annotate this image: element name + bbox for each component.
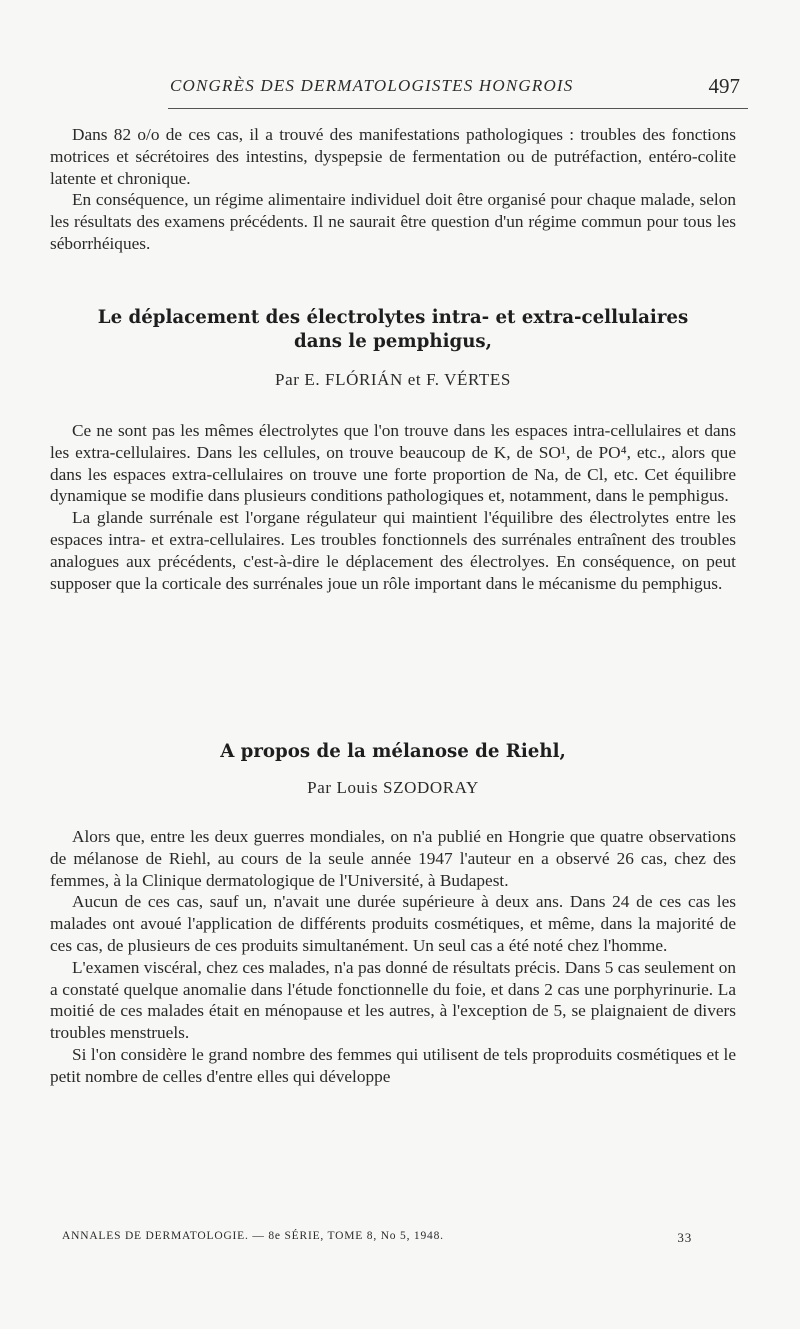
article2-paragraph-4: Si l'on considère le grand nombre des femmes qui utilisent de tels proproduits cosmétiques et le petit nombre de celles d'entre elles qui développe (50, 1044, 736, 1086)
article2-paragraph-2: Aucun de ces cas, sauf un, n'avait une durée supérieure à deux ans. Dans 24 de ces cas les malades ont avoué l'application de différents produits cosmétiques, et même, dans la majorité de ces cas, de plusieurs de ces produits simultanément. Un seul cas a été noté chez l'homme. (50, 892, 736, 955)
article1-title-line2: dans le pemphigus, (293, 331, 492, 352)
intro-paragraph-1: Dans 82 o/o de ces cas, il a trouvé des manifestations pathologiques : troubles des fonctions motrices et sécrétoires des intestins, dyspepsie de fermentation ou de putréfaction, entéro-colite latente et chronique. (50, 125, 736, 188)
article1-byline: Par E. FLÓRIÁN et F. VÉRTES (275, 370, 511, 389)
journal-reference: ANNALES DE DERMATOLOGIE. — 8e SÉRIE, TOME 8, No 5, 1948. (62, 1230, 444, 1242)
intro-paragraph-2: En conséquence, un régime alimentaire individuel doit être organisé pour chaque malade, selon les résultats des examens précédents. Il ne saurait être question d'un régime commun pour tous les séborrhéiques. (50, 190, 736, 253)
signature-number: 33 (677, 1230, 692, 1245)
header-rule (168, 108, 748, 109)
article2-byline: Par Louis SZODORAY (307, 778, 479, 797)
article2-paragraph-3: L'examen viscéral, chez ces malades, n'a pas donné de résultats précis. Dans 5 cas seulement on a constaté quelque anomalie dans l'étude fonctionnelle du foie, et dans 2 cas une porphyrinurie. La moitié de ces malades était en ménopause et les autres, à l'exception de 5, se plaignaient de divers troubles menstruels. (50, 957, 736, 1043)
running-title: CONGRÈS DES DERMATOLOGISTES HONGROIS (170, 76, 574, 95)
article1-body (50, 420, 736, 594)
article2-title: A propos de la mélanose de Riehl, (220, 741, 566, 762)
article1-title-line1: Le déplacement des électrolytes intra- et extra-cellulaires (97, 307, 689, 328)
running-head (50, 74, 740, 104)
article1-title (50, 306, 736, 354)
article1-paragraph-2: La glande surrénale est l'organe régulateur qui maintient l'équilibre des électrolytes entre les espaces intra- et extra-cellulaires. Les troubles fonctionnels des surrénales entraînent des troubles analogues aux précédents, c'est-à-dire le déplacement des électrolyes. En conséquence, on peut supposer que la corticale des surrénales joue un rôle important dans le mécanisme du pemphigus. (50, 508, 736, 593)
article2-paragraph-1: Alors que, entre les deux guerres mondiales, on n'a publié en Hongrie que quatre observations de mélanose de Riehl, au cours de la seule année 1947 l'auteur en a observé 26 cas, chez des femmes, à la Clinique dermatologique de l'Université, à Budapest. (50, 827, 736, 890)
page-number: 497 (708, 74, 740, 98)
article1-paragraph-1: Ce ne sont pas les mêmes électrolytes que l'on trouve dans les espaces intra-cellulaires et dans les extra-cellulaires. Dans les cellules, on trouve beaucoup de K, de SO¹, de PO⁴, etc., alors que dans les espaces extra-cellulaires on trouve une forte proportion de Na, de Cl, etc. Cet équilibre dynamique se modifie dans plusieurs conditions pathologiques et, notamment, dans le pemphigus. (50, 421, 736, 506)
intro-section (50, 124, 736, 255)
article2-body (50, 826, 736, 1088)
